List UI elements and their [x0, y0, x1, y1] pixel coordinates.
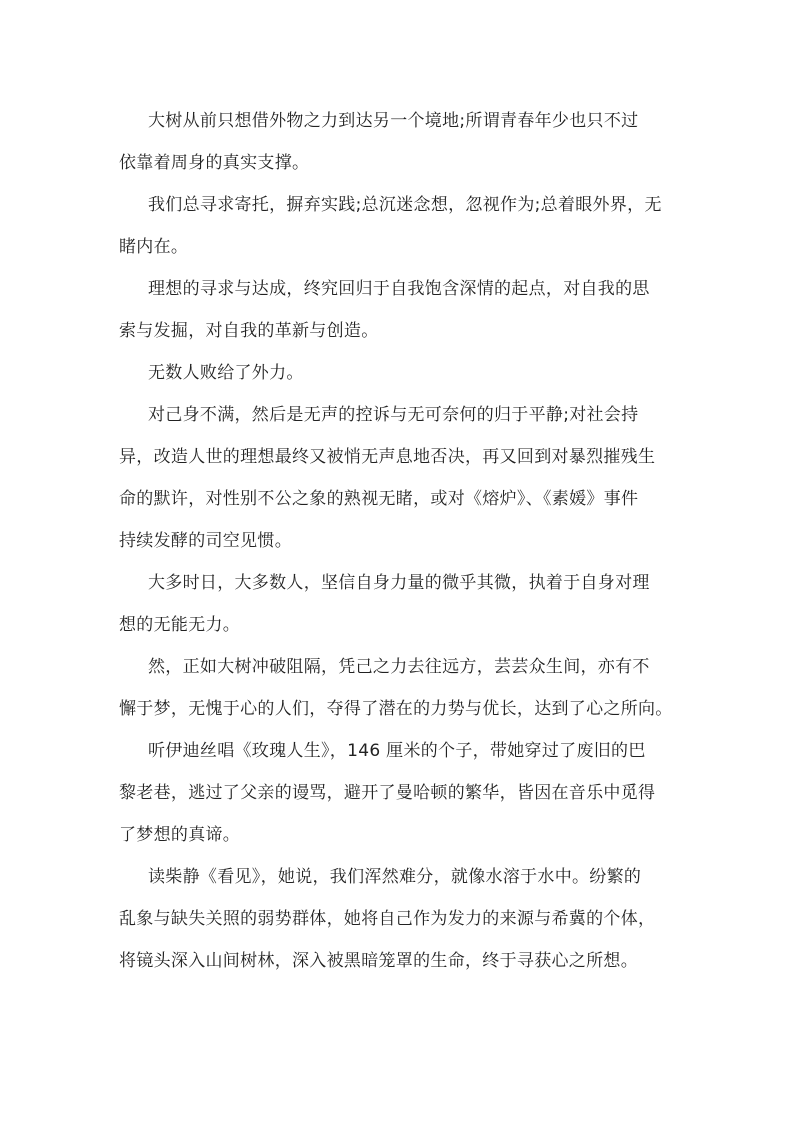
- paragraph-2-line-1: 我们总寻求寄托，摒弃实践;总沉迷念想，忽视作为;总着眼外界，无: [148, 195, 662, 215]
- paragraph-2-line-2: 睹内在。: [119, 237, 189, 257]
- paragraph-6-line-1: 大多时日，大多数人，坚信自身力量的微乎其微，执着于自身对理: [148, 573, 650, 593]
- paragraph-3-line-1: 理想的寻求与达成，终究回归于自我饱含深情的起点，对自我的思: [148, 279, 650, 299]
- paragraph-3-line-2: 索与发掘，对自我的革新与创造。: [119, 321, 379, 341]
- paragraph-8-line-1: 听伊迪丝唱《玫瑰人生》，146 厘米的个子，带她穿过了废旧的巴: [148, 741, 646, 761]
- paragraph-7-line-2: 懈于梦，无愧于心的人们，夺得了潜在的力势与优长，达到了心之所向。: [119, 699, 673, 719]
- paragraph-8-line-2: 黎老巷，逃过了父亲的谩骂，避开了曼哈顿的繁华，皆因在音乐中觅得: [119, 783, 656, 803]
- paragraph-1-line-2: 依靠着周身的真实支撑。: [119, 153, 310, 173]
- paragraph-5-line-2: 异，改造人世的理想最终又被悄无声息地否决，再又回到对暴烈摧残生: [119, 447, 656, 467]
- paragraph-7-line-1: 然，正如大树冲破阻隔，凭己之力去往远方，芸芸众生间，亦有不: [148, 657, 650, 677]
- paragraph-4-line-1: 无数人败给了外力。: [148, 363, 304, 383]
- paragraph-1-line-1: 大树从前只想借外物之力到达另一个境地;所谓青春年少也只不过: [148, 111, 639, 131]
- paragraph-9-line-3: 将镜头深入山间树林，深入被黑暗笼罩的生命，终于寻获心之所想。: [119, 951, 638, 971]
- paragraph-9-line-2: 乱象与缺失关照的弱势群体，她将自己作为发力的来源与希冀的个体，: [119, 909, 656, 929]
- paragraph-9-line-1: 读柴静《看见》，她说，我们浑然难分，就像水溶于水中。纷繁的: [148, 867, 642, 887]
- paragraph-5-line-3: 命的默许，对性别不公之象的熟视无睹，或对《熔炉》、《素媛》事件: [119, 489, 639, 509]
- paragraph-5-line-4: 持续发酵的司空见惯。: [119, 531, 292, 551]
- paragraph-8-line-3: 了梦想的真谛。: [119, 825, 241, 845]
- paragraph-6-line-2: 想的无能无力。: [119, 615, 241, 635]
- paragraph-5-line-1: 对己身不满，然后是无声的控诉与无可奈何的归于平静;对社会持: [148, 405, 639, 425]
